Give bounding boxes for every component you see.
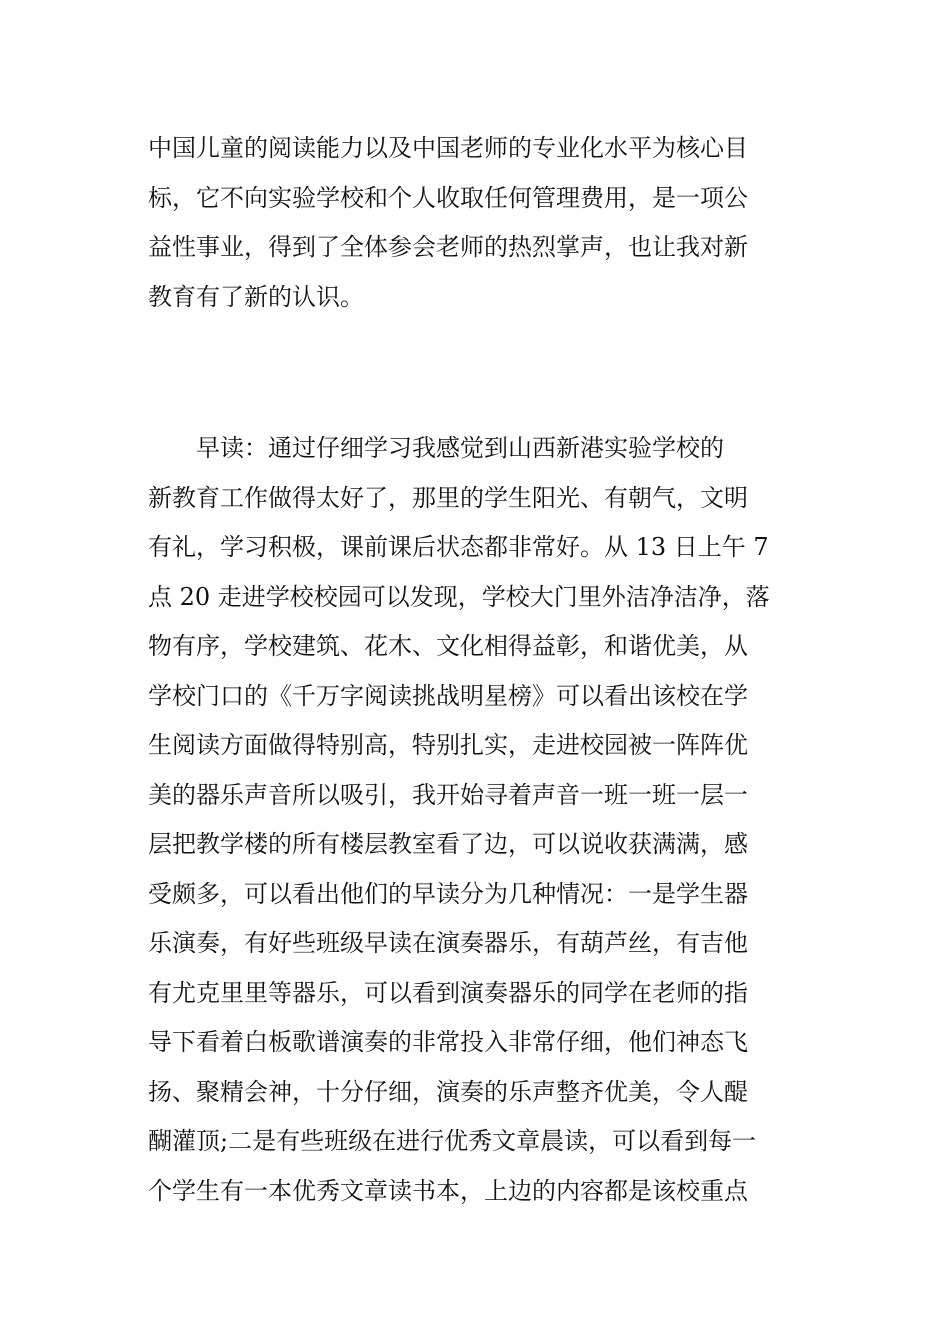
text-line: 点 20 走进学校校园可以发现，学校大门里外洁净洁净，落 xyxy=(148,582,770,611)
text-line: 乐演奏，有好些班级早读在演奏器乐，有葫芦丝，有吉他 xyxy=(148,929,748,957)
text-line: 个学生有一本优秀文章读书本，上边的内容都是该校重点 xyxy=(148,1176,748,1205)
text-line: 醐灌顶;二是有些班级在进行优秀文章晨读，可以看到每一 xyxy=(148,1127,757,1155)
text-line: 中国儿童的阅读能力以及中国老师的专业化水平为核心目 xyxy=(148,134,748,162)
text-line: 学校门口的《千万字阅读挑战明星榜》可以看出该校在学 xyxy=(148,681,748,710)
text-line: 新教育工作做得太好了，那里的学生阳光、有朝气，文明 xyxy=(148,483,748,512)
text-line: 益性事业，得到了全体参会老师的热烈掌声，也让我对新 xyxy=(148,233,748,261)
text-line: 有礼，学习积极，课前课后状态都非常好。从 13 日上午 7 xyxy=(148,533,769,561)
text-line: 有尤克里里等器乐，可以看到演奏器乐的同学在老师的指 xyxy=(148,978,748,1007)
text-line: 受颇多，可以看出他们的早读分为几种情况：一是学生器 xyxy=(148,879,748,908)
text-line: 扬、聚精会神，十分仔细，演奏的乐声整齐优美，令人醍 xyxy=(148,1077,748,1106)
text-line: 生阅读方面做得特别高，特别扎实，走进校园被一阵阵优 xyxy=(148,731,748,759)
text-line: 早读：通过仔细学习我感觉到山西新港实验学校的 xyxy=(148,434,724,462)
paragraph-1 xyxy=(148,124,808,322)
paragraph-2 xyxy=(148,424,808,1216)
text-line: 美的器乐声音所以吸引，我开始寻着声音一班一班一层一 xyxy=(148,780,748,809)
text-line: 教育有了新的认识。 xyxy=(148,282,364,311)
text-line: 导下看着白板歌谱演奏的非常投入非常仔细，他们神态飞 xyxy=(148,1028,748,1056)
text-line: 标，它不向实验学校和个人收取任何管理费用，是一项公 xyxy=(148,183,748,212)
text-line: 物有序，学校建筑、花木、文化相得益彰，和谐优美，从 xyxy=(148,632,748,660)
text-line: 层把教学楼的所有楼层教室看了边，可以说收获满满，感 xyxy=(148,830,748,858)
